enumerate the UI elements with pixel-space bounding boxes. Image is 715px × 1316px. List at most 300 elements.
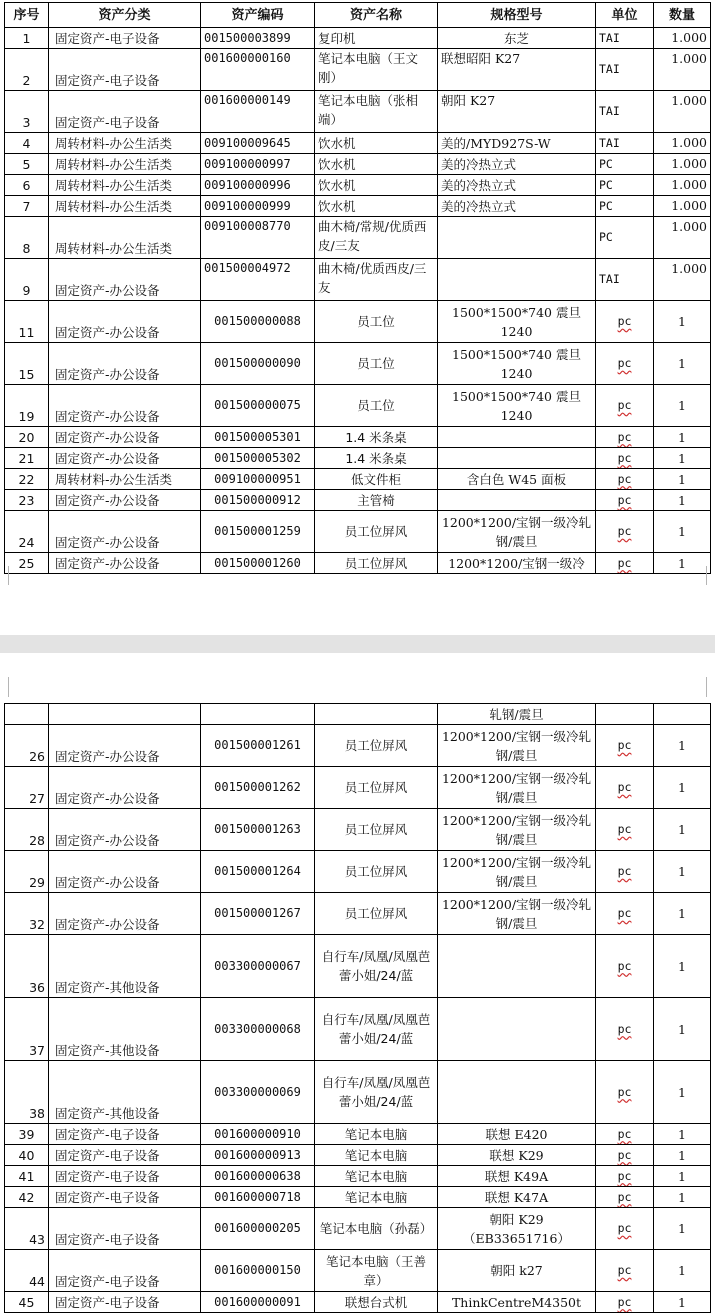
name-cell	[315, 469, 438, 490]
qty-cell	[654, 553, 711, 574]
qty-cell-text: 1	[678, 429, 686, 445]
unit-cell-text: pc	[617, 780, 632, 794]
spec-cell	[438, 893, 596, 935]
row-number-text: 22	[18, 471, 35, 487]
row-number-text: 42	[18, 1189, 35, 1205]
code-cell-text: 001500000088	[214, 314, 301, 328]
name-cell-text: 饮水机	[318, 177, 356, 193]
spec-cell	[438, 91, 596, 133]
qty-cell-text: 1	[678, 1294, 686, 1310]
category-cell	[49, 196, 201, 217]
code-cell	[201, 175, 315, 196]
table-row	[5, 154, 711, 175]
qty-cell	[654, 301, 711, 343]
qty-cell-text: 1	[678, 1168, 686, 1184]
row-number	[5, 385, 49, 427]
category-cell-text: 固定资产-电子设备	[55, 30, 160, 46]
name-cell-text: 笔记本电脑（孙磊）	[319, 1221, 433, 1236]
code-cell	[201, 1187, 315, 1208]
qty-cell	[654, 427, 711, 448]
table-row	[5, 511, 711, 553]
qty-cell-text: 1	[678, 958, 686, 974]
spec-cell	[438, 998, 596, 1061]
unit-cell	[596, 1145, 654, 1166]
code-cell	[201, 1145, 315, 1166]
table-row	[5, 385, 711, 427]
row-number	[5, 1187, 49, 1208]
unit-cell	[596, 91, 654, 133]
category-cell	[49, 469, 201, 490]
qty-cell-text: 1	[678, 524, 686, 539]
name-cell-text: 员工位屏风	[344, 738, 408, 753]
unit-cell-text: pc	[617, 1084, 632, 1099]
category-cell	[49, 725, 201, 767]
name-cell	[315, 893, 438, 935]
unit-cell-text: pc	[617, 1221, 632, 1235]
name-cell-text: 1.4 米条桌	[345, 450, 407, 466]
unit-cell-text: pc	[617, 524, 632, 538]
table-row	[5, 217, 711, 259]
qty-cell	[654, 1061, 711, 1124]
name-cell-text: 笔记本电脑	[344, 1189, 408, 1205]
qty-cell	[654, 175, 711, 196]
category-cell	[49, 893, 201, 935]
code-cell-text: 001600000718	[214, 1189, 301, 1204]
qty-cell	[654, 448, 711, 469]
category-cell-text: 固定资产-电子设备	[55, 1189, 160, 1205]
category-cell-text: 周转材料-办公生活类	[55, 241, 173, 256]
table-row	[5, 28, 711, 49]
code-cell-text: 001600000091	[214, 1294, 301, 1309]
name-cell	[315, 343, 438, 385]
qty-cell	[654, 196, 711, 217]
continued-row	[5, 704, 711, 725]
name-cell	[315, 511, 438, 553]
name-cell	[315, 175, 438, 196]
category-cell-text: 周转材料-办公生活类	[55, 135, 173, 151]
category-cell-text: 固定资产-电子设备	[55, 1147, 160, 1163]
spec-cell	[438, 725, 596, 767]
spec-cell	[438, 469, 596, 490]
category-cell	[49, 1145, 201, 1166]
qty-cell	[654, 809, 711, 851]
name-cell	[315, 767, 438, 809]
category-cell-text: 固定资产-其他设备	[55, 1106, 160, 1121]
spec-cell	[438, 49, 596, 91]
code-cell-text: 001600000150	[214, 1263, 301, 1277]
row-number-text: 2	[22, 73, 31, 88]
row-number-text: 15	[18, 367, 35, 382]
qty-cell	[654, 893, 711, 935]
unit-cell-text: TAI	[599, 104, 620, 118]
name-cell-text: 员工位	[357, 356, 395, 371]
row-number	[5, 301, 49, 343]
code-cell	[201, 1166, 315, 1187]
name-cell	[315, 809, 438, 851]
category-cell-text: 固定资产-其他设备	[55, 1043, 160, 1058]
unit-cell-text: pc	[617, 1147, 632, 1162]
category-cell-text: 固定资产-办公设备	[55, 325, 160, 340]
table-row	[5, 1250, 711, 1292]
name-cell-text: 员工位屏风	[344, 524, 408, 539]
code-cell-text: 001600000160	[204, 51, 291, 65]
code-cell	[201, 49, 315, 91]
name-cell-text: 低文件柜	[350, 471, 401, 487]
qty-cell-text: 1.000	[671, 261, 707, 276]
header-name: 资产名称	[315, 3, 438, 28]
name-cell	[315, 301, 438, 343]
qty-cell-text: 1	[678, 555, 686, 571]
spec-cell	[438, 1292, 596, 1313]
row-number	[5, 1124, 49, 1145]
spec-cell	[438, 427, 596, 448]
code-cell	[201, 998, 315, 1061]
category-cell	[49, 935, 201, 998]
spec-cell	[438, 1208, 596, 1250]
spec-cell	[438, 767, 596, 809]
page-separator	[0, 635, 715, 653]
name-cell-text: 曲木椅/常规/优质西皮/三友	[318, 219, 427, 253]
category-cell-text: 固定资产-办公设备	[55, 492, 160, 508]
name-cell	[315, 427, 438, 448]
row-number	[5, 196, 49, 217]
row-number	[5, 1061, 49, 1124]
spec-cell	[438, 511, 596, 553]
category-cell-text: 固定资产-办公设备	[55, 409, 160, 424]
name-cell-text: 笔记本电脑	[344, 1168, 408, 1184]
qty-cell	[654, 91, 711, 133]
qty-cell	[654, 259, 711, 301]
unit-cell	[596, 935, 654, 998]
unit-cell	[596, 809, 654, 851]
code-cell-text: 001600000205	[214, 1221, 301, 1235]
category-cell	[49, 1208, 201, 1250]
spec-cell-text: 联想 K29	[489, 1147, 544, 1163]
category-cell	[49, 490, 201, 511]
table-row	[5, 998, 711, 1061]
code-cell	[201, 1250, 315, 1292]
row-number-text: 26	[29, 749, 45, 764]
unit-cell	[596, 301, 654, 343]
name-cell	[315, 385, 438, 427]
unit-cell-text: pc	[617, 429, 632, 444]
category-cell-text: 固定资产-办公设备	[55, 875, 160, 890]
unit-cell-text: pc	[617, 1021, 632, 1036]
qty-cell	[654, 851, 711, 893]
row-number	[5, 1292, 49, 1313]
name-cell-text: 员工位	[357, 314, 395, 329]
name-cell	[315, 1250, 438, 1292]
spec-cell	[438, 343, 596, 385]
row-number-text: 8	[22, 241, 31, 256]
spec-cell	[438, 175, 596, 196]
category-cell	[49, 1292, 201, 1313]
table-row	[5, 1145, 711, 1166]
row-number	[5, 427, 49, 448]
name-cell-text: 主管椅	[357, 492, 395, 508]
category-cell	[49, 133, 201, 154]
row-number-text: 5	[22, 156, 31, 172]
spec-cell	[438, 1061, 596, 1124]
name-cell	[315, 448, 438, 469]
code-cell-text: 009100000997	[204, 156, 291, 171]
unit-cell	[596, 1208, 654, 1250]
table-header-row	[5, 3, 711, 28]
table-row	[5, 767, 711, 809]
row-number	[5, 343, 49, 385]
name-cell-text: 员工位	[357, 398, 395, 413]
row-number	[5, 154, 49, 175]
header-unit: 单位	[596, 3, 654, 28]
row-number	[5, 1208, 49, 1250]
spec-cell-text: 1200*1200/宝钢一级冷轧钢/震旦	[441, 854, 592, 889]
code-cell	[201, 133, 315, 154]
unit-cell-text: TAI	[599, 272, 620, 286]
spec-cell	[438, 133, 596, 154]
code-cell-text: 001600000910	[214, 1126, 301, 1141]
table-row	[5, 935, 711, 998]
name-cell-text: 员工位屏风	[344, 906, 408, 921]
name-cell	[315, 1166, 438, 1187]
table-row	[5, 893, 711, 935]
qty-cell-text: 1	[678, 906, 686, 921]
unit-cell	[596, 217, 654, 259]
row-number	[5, 1250, 49, 1292]
row-number	[5, 133, 49, 154]
qty-cell	[654, 490, 711, 511]
spec-cell	[438, 1166, 596, 1187]
code-cell	[201, 935, 315, 998]
qty-cell	[654, 1208, 711, 1250]
spec-cell-text: 1500*1500*740 震旦 1240	[452, 346, 581, 381]
row-number-text: 19	[18, 409, 35, 424]
row-number-text: 27	[29, 791, 45, 806]
spec-cell	[438, 385, 596, 427]
category-cell	[49, 154, 201, 175]
unit-cell-text: pc	[617, 1168, 632, 1183]
unit-cell-text: pc	[617, 314, 632, 328]
row-number-text: 11	[18, 325, 35, 340]
row-number-text: 44	[29, 1274, 45, 1289]
category-cell	[49, 259, 201, 301]
name-cell	[315, 1187, 438, 1208]
code-cell	[201, 259, 315, 301]
unit-cell	[596, 385, 654, 427]
table-row	[5, 809, 711, 851]
unit-cell	[596, 1292, 654, 1313]
category-cell	[49, 28, 201, 49]
code-cell	[201, 725, 315, 767]
code-cell-text: 001500001267	[214, 906, 301, 920]
spec-cell-text: 联想 K47A	[484, 1189, 549, 1205]
spec-cell-text: 1200*1200/宝钢一级冷轧钢/震旦	[441, 770, 592, 805]
category-cell	[49, 1166, 201, 1187]
unit-cell	[596, 893, 654, 935]
spec-cell	[438, 851, 596, 893]
name-cell-text: 笔记本电脑（王善章）	[325, 1253, 426, 1288]
name-cell	[315, 725, 438, 767]
header-qty: 数量	[654, 3, 711, 28]
row-number	[5, 175, 49, 196]
unit-cell	[596, 998, 654, 1061]
table-row	[5, 851, 711, 893]
row-number-text: 20	[18, 429, 35, 445]
table-row	[5, 469, 711, 490]
code-cell	[201, 511, 315, 553]
category-cell	[49, 217, 201, 259]
category-cell-text: 固定资产-电子设备	[55, 1294, 160, 1310]
code-cell-text: 003300000067	[214, 958, 301, 973]
category-cell-text: 固定资产-电子设备	[55, 1126, 160, 1142]
code-cell-text: 001500005302	[214, 450, 301, 465]
qty-cell-text: 1	[678, 492, 686, 508]
code-cell	[201, 385, 315, 427]
unit-cell	[596, 1187, 654, 1208]
name-cell	[315, 851, 438, 893]
category-cell-text: 固定资产-电子设备	[55, 115, 160, 130]
spec-cell	[438, 448, 596, 469]
qty-cell	[654, 385, 711, 427]
name-cell	[315, 49, 438, 91]
row-number-text: 38	[29, 1106, 45, 1121]
qty-cell	[654, 49, 711, 91]
row-number-text: 23	[18, 492, 35, 508]
name-cell	[315, 1061, 438, 1124]
qty-cell	[654, 28, 711, 49]
name-cell-text: 员工位屏风	[344, 555, 408, 571]
page-corner-mark	[0, 677, 9, 697]
name-cell-text: 饮水机	[318, 156, 356, 172]
name-cell	[315, 259, 438, 301]
header-code: 资产编码	[201, 3, 315, 28]
spec-cell: 轧钢/震旦	[438, 704, 596, 725]
unit-cell-text: pc	[617, 1294, 632, 1309]
category-cell	[49, 1250, 201, 1292]
qty-cell-text: 1	[678, 780, 686, 795]
unit-cell	[596, 511, 654, 553]
category-cell-text: 固定资产-办公设备	[55, 555, 160, 571]
unit-cell	[596, 1061, 654, 1124]
category-cell-text: 固定资产-电子设备	[55, 1168, 160, 1184]
row-number	[5, 767, 49, 809]
spec-cell	[438, 809, 596, 851]
spec-cell-text: 1200*1200/宝钢一级冷轧钢/震旦	[441, 812, 592, 847]
unit-cell-text: pc	[617, 1263, 632, 1277]
name-cell	[315, 28, 438, 49]
name-cell-text: 自行车/凤凰/凤凰芭蕾小姐/24/蓝	[321, 949, 431, 983]
qty-cell-text: 1	[678, 356, 686, 371]
row-number	[5, 1166, 49, 1187]
code-cell-text: 001500001264	[214, 864, 301, 878]
spec-cell-text: 朝阳 K29（EB33651716）	[463, 1211, 570, 1246]
row-number-text: 3	[22, 115, 31, 130]
asset-table-page-1	[4, 2, 711, 574]
spec-cell	[438, 490, 596, 511]
unit-cell	[596, 469, 654, 490]
row-number-text: 32	[29, 917, 45, 932]
code-cell-text: 001500001261	[214, 738, 301, 752]
category-cell	[49, 998, 201, 1061]
row-number	[5, 809, 49, 851]
name-cell-text: 员工位屏风	[344, 780, 408, 795]
code-cell	[201, 91, 315, 133]
row-number-text: 25	[18, 555, 35, 571]
spec-cell-text: 东芝	[503, 30, 529, 46]
category-cell-text: 固定资产-办公设备	[55, 833, 160, 848]
spec-cell-text: 美的冷热立式	[441, 198, 517, 214]
code-cell-text: 009100000951	[214, 471, 301, 486]
spec-cell-text: 美的/MYD927S-W	[441, 135, 551, 151]
unit-cell	[596, 767, 654, 809]
unit-cell	[596, 154, 654, 175]
code-cell-text: 001500001263	[214, 822, 301, 836]
spec-cell	[438, 28, 596, 49]
name-cell	[315, 1208, 438, 1250]
table-row	[5, 91, 711, 133]
qty-cell-text: 1.000	[671, 51, 707, 66]
row-number	[5, 49, 49, 91]
table-row	[5, 1124, 711, 1145]
qty-cell	[654, 725, 711, 767]
unit-cell-text: TAI	[599, 62, 620, 76]
code-cell-text: 001500003899	[204, 30, 291, 45]
spec-cell-text: 1500*1500*740 震旦 1240	[452, 304, 581, 339]
unit-cell-text: TAI	[599, 135, 620, 150]
spec-cell-text: 1200*1200/宝钢一级冷轧钢/震旦	[441, 728, 592, 763]
name-cell-text: 饮水机	[318, 135, 356, 151]
code-cell-text: 001500001262	[214, 780, 301, 794]
asset-table-page-2	[4, 703, 711, 1313]
code-cell	[201, 301, 315, 343]
spec-cell-text: 1500*1500*740 震旦 1240	[452, 388, 581, 423]
qty-cell-text: 1.000	[671, 177, 707, 192]
name-cell	[315, 553, 438, 574]
spec-cell-text: ThinkCentreM4350t	[451, 1294, 582, 1310]
qty-cell	[654, 1145, 711, 1166]
unit-cell-text: pc	[617, 555, 632, 570]
code-cell-text: 009100000996	[204, 177, 291, 192]
category-cell-text: 固定资产-办公设备	[55, 791, 160, 806]
code-cell	[201, 1208, 315, 1250]
unit-cell	[596, 259, 654, 301]
unit-cell-text: pc	[617, 492, 632, 507]
unit-cell-text: pc	[617, 450, 632, 465]
name-cell	[315, 154, 438, 175]
qty-cell	[654, 343, 711, 385]
row-number	[5, 469, 49, 490]
table-row	[5, 490, 711, 511]
category-cell-text: 固定资产-办公设备	[55, 450, 160, 466]
row-number	[5, 553, 49, 574]
page-corner-mark	[0, 566, 9, 586]
unit-cell	[596, 196, 654, 217]
qty-cell-text: 1	[678, 450, 686, 466]
table-row	[5, 343, 711, 385]
code-cell	[201, 893, 315, 935]
code-cell	[201, 1292, 315, 1313]
spec-cell	[438, 935, 596, 998]
table-row	[5, 196, 711, 217]
code-cell	[201, 448, 315, 469]
row-number	[5, 725, 49, 767]
qty-cell-text: 1	[678, 864, 686, 879]
spec-cell-text: 联想 K49A	[484, 1168, 549, 1184]
qty-cell	[654, 998, 711, 1061]
header-spec: 规格型号	[438, 3, 596, 28]
qty-cell-text: 1.000	[671, 135, 707, 150]
spec-cell-text: 1200*1200/宝钢一级冷轧钢/震旦	[441, 896, 592, 931]
qty-cell	[654, 1124, 711, 1145]
